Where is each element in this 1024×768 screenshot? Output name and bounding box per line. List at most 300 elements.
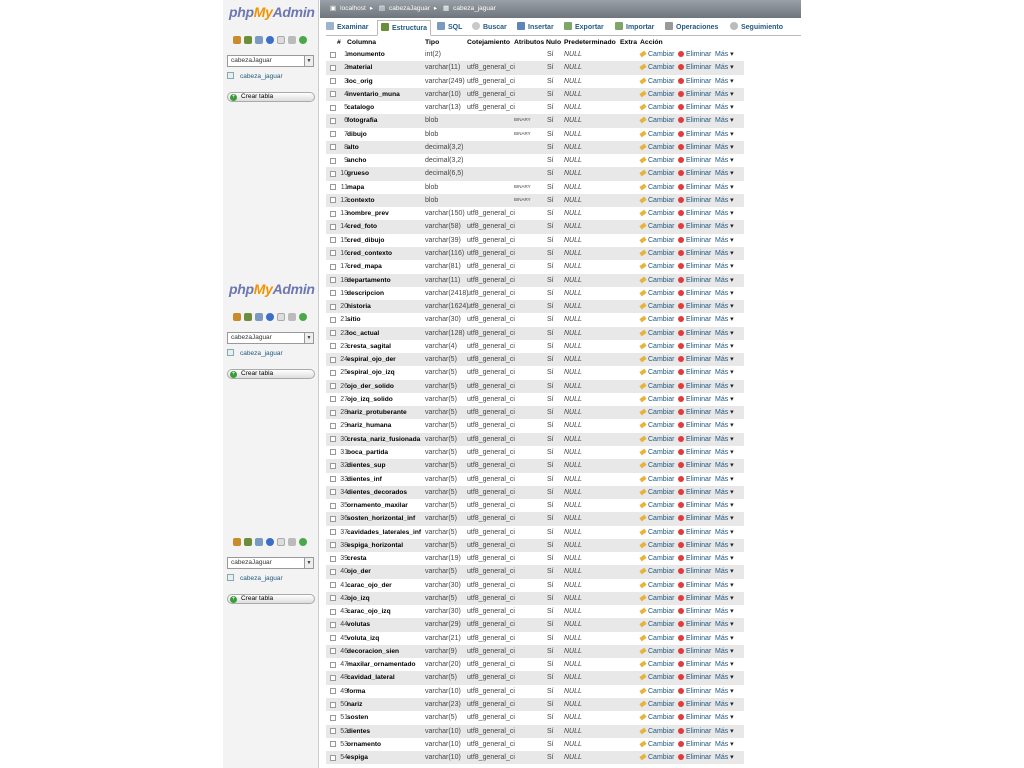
- more-button[interactable]: Más ▾: [715, 568, 734, 575]
- drop-button[interactable]: Eliminar: [678, 476, 711, 483]
- column-collation: utf8_general_ci: [467, 661, 515, 669]
- table-row[interactable]: [326, 565, 744, 578]
- tab-bar: [326, 20, 801, 36]
- drop-button[interactable]: Eliminar: [678, 157, 711, 164]
- change-button[interactable]: Cambiar: [640, 621, 674, 628]
- more-button[interactable]: Más ▾: [715, 515, 734, 522]
- table-row[interactable]: [326, 499, 744, 512]
- change-button[interactable]: Cambiar: [640, 263, 674, 270]
- table-link[interactable]: cabeza_jaguar: [227, 349, 283, 357]
- table-row[interactable]: [326, 446, 744, 459]
- change-button[interactable]: Cambiar: [640, 462, 674, 469]
- change-button[interactable]: Cambiar: [640, 316, 674, 323]
- change-button[interactable]: Cambiar: [640, 290, 674, 297]
- column-default: NULL: [564, 77, 582, 85]
- home-icon[interactable]: [233, 313, 241, 321]
- table-row[interactable]: [326, 340, 744, 353]
- change-button[interactable]: Cambiar: [640, 396, 674, 403]
- change-button[interactable]: Cambiar: [640, 701, 674, 708]
- drop-button[interactable]: Eliminar: [678, 621, 711, 628]
- table-row[interactable]: [326, 738, 744, 751]
- more-button[interactable]: Más ▾: [715, 303, 734, 310]
- change-button[interactable]: Cambiar: [640, 476, 674, 483]
- database-select[interactable]: cabezaJaguar ▼: [227, 55, 314, 67]
- reload-icon[interactable]: [299, 538, 307, 546]
- database-icon[interactable]: [244, 36, 252, 44]
- table-row[interactable]: [326, 486, 744, 499]
- more-button[interactable]: Más ▾: [715, 343, 734, 350]
- column-null: Sí: [547, 170, 554, 178]
- table-row[interactable]: [326, 181, 744, 194]
- tab-sql[interactable]: SQL: [437, 20, 462, 36]
- change-button[interactable]: Cambiar: [640, 78, 674, 85]
- database-icon[interactable]: [244, 313, 252, 321]
- table-row[interactable]: [326, 194, 744, 207]
- drop-button[interactable]: Eliminar: [678, 263, 711, 270]
- table-row[interactable]: [326, 658, 744, 671]
- more-button[interactable]: Más ▾: [715, 369, 734, 376]
- create-table-button[interactable]: + Crear tabla: [227, 369, 315, 379]
- change-button[interactable]: Cambiar: [640, 144, 674, 151]
- column-default: NULL: [564, 289, 582, 297]
- more-button[interactable]: Más ▾: [715, 635, 734, 642]
- tab-importar[interactable]: Importar: [615, 20, 654, 36]
- change-button[interactable]: Cambiar: [640, 582, 674, 589]
- column-collation: utf8_general_ci: [467, 90, 515, 98]
- more-button[interactable]: Más ▾: [715, 91, 734, 98]
- column-default: NULL: [564, 714, 582, 722]
- database-select[interactable]: cabezaJaguar ▼: [227, 332, 314, 344]
- table-row[interactable]: [326, 260, 744, 273]
- change-button[interactable]: Cambiar: [640, 568, 674, 575]
- more-button[interactable]: Más ▾: [715, 396, 734, 403]
- plus-icon: +: [231, 371, 236, 377]
- change-button[interactable]: Cambiar: [640, 250, 674, 257]
- more-button[interactable]: Más ▾: [715, 489, 734, 496]
- breadcrumb-table[interactable]: cabeza_jaguar: [453, 5, 496, 12]
- more-button[interactable]: Más ▾: [715, 436, 734, 443]
- drop-button[interactable]: Eliminar: [678, 661, 711, 668]
- breadcrumb-server[interactable]: localhost: [340, 5, 366, 12]
- header-column[interactable]: Columna: [347, 39, 377, 46]
- settings-icon[interactable]: [288, 313, 296, 321]
- column-default: NULL: [564, 754, 582, 762]
- database-icon[interactable]: [244, 538, 252, 546]
- change-button[interactable]: Cambiar: [640, 661, 674, 668]
- column-default: NULL: [564, 422, 582, 430]
- docs-icon[interactable]: [277, 538, 285, 546]
- table-row[interactable]: [326, 75, 744, 88]
- change-button[interactable]: Cambiar: [640, 595, 674, 602]
- table-row[interactable]: [326, 711, 744, 724]
- table-row[interactable]: [326, 698, 744, 711]
- change-button[interactable]: Cambiar: [640, 369, 674, 376]
- drop-button[interactable]: Eliminar: [678, 316, 711, 323]
- more-button[interactable]: Más ▾: [715, 316, 734, 323]
- more-button[interactable]: Más ▾: [715, 383, 734, 390]
- more-button[interactable]: Más ▾: [715, 104, 734, 111]
- more-button[interactable]: Más ▾: [715, 144, 734, 151]
- table-row[interactable]: [326, 114, 744, 127]
- drop-button[interactable]: Eliminar: [678, 582, 711, 589]
- table-row[interactable]: [326, 167, 744, 180]
- row-number: 40: [340, 568, 348, 576]
- header-attributes[interactable]: Atributos: [514, 39, 545, 46]
- drop-button[interactable]: Eliminar: [678, 542, 711, 549]
- more-button[interactable]: Más ▾: [715, 277, 734, 284]
- tab-seguimiento[interactable]: Seguimiento: [730, 20, 783, 36]
- more-button[interactable]: Más ▾: [715, 117, 734, 124]
- change-button[interactable]: Cambiar: [640, 210, 674, 217]
- drop-button[interactable]: Eliminar: [678, 741, 711, 748]
- change-button[interactable]: Cambiar: [640, 383, 674, 390]
- header-null[interactable]: Nulo: [546, 39, 562, 46]
- drop-button[interactable]: Eliminar: [678, 515, 711, 522]
- tab-exportar[interactable]: Exportar: [564, 20, 604, 36]
- more-button[interactable]: Más ▾: [715, 582, 734, 589]
- more-button[interactable]: Más ▾: [715, 356, 734, 363]
- more-button[interactable]: Más ▾: [715, 263, 734, 270]
- more-button[interactable]: Más ▾: [715, 422, 734, 429]
- table-row[interactable]: [326, 207, 744, 220]
- reload-icon[interactable]: [299, 36, 307, 44]
- table-row[interactable]: [326, 526, 744, 539]
- drop-button[interactable]: Eliminar: [678, 436, 711, 443]
- drop-button[interactable]: Eliminar: [678, 489, 711, 496]
- more-button[interactable]: Más ▾: [715, 476, 734, 483]
- change-button[interactable]: Cambiar: [640, 277, 674, 284]
- more-button[interactable]: Más ▾: [715, 595, 734, 602]
- drop-button[interactable]: Eliminar: [678, 303, 711, 310]
- more-button[interactable]: Más ▾: [715, 409, 734, 416]
- table-row[interactable]: [326, 592, 744, 605]
- drop-button[interactable]: Eliminar: [678, 197, 711, 204]
- settings-icon[interactable]: [288, 538, 296, 546]
- more-button[interactable]: Más ▾: [715, 754, 734, 761]
- change-button[interactable]: Cambiar: [640, 330, 674, 337]
- column-collation: utf8_general_ci: [467, 462, 515, 470]
- change-button[interactable]: Cambiar: [640, 608, 674, 615]
- table-row[interactable]: [326, 128, 744, 141]
- drop-button[interactable]: Eliminar: [678, 529, 711, 536]
- more-button[interactable]: Más ▾: [715, 223, 734, 230]
- drop-button[interactable]: Eliminar: [678, 277, 711, 284]
- table-row[interactable]: [326, 579, 744, 592]
- more-button[interactable]: Más ▾: [715, 701, 734, 708]
- column-name: sosten_horizontal_inf: [347, 515, 416, 523]
- column-default: NULL: [564, 104, 582, 112]
- column-name: fotografia: [347, 117, 378, 125]
- change-button[interactable]: Cambiar: [640, 104, 674, 111]
- column-null: Sí: [547, 422, 554, 430]
- column-name: nariz_humana: [347, 422, 392, 430]
- change-button[interactable]: Cambiar: [640, 409, 674, 416]
- table-row[interactable]: [326, 645, 744, 658]
- drop-button[interactable]: Eliminar: [678, 754, 711, 761]
- drop-button[interactable]: Eliminar: [678, 170, 711, 177]
- drop-button[interactable]: Eliminar: [678, 688, 711, 695]
- tab-insertar[interactable]: Insertar: [517, 20, 554, 36]
- header-num[interactable]: #: [337, 39, 341, 46]
- drop-button[interactable]: Eliminar: [678, 369, 711, 376]
- change-button[interactable]: Cambiar: [640, 117, 674, 124]
- table-row[interactable]: [326, 725, 744, 738]
- more-button[interactable]: Más ▾: [715, 502, 734, 509]
- more-button[interactable]: Más ▾: [715, 648, 734, 655]
- table-link[interactable]: cabeza_jaguar: [227, 574, 283, 582]
- docs-icon[interactable]: [277, 313, 285, 321]
- tab-operaciones[interactable]: Operaciones: [665, 20, 718, 36]
- column-name: ancho: [347, 157, 367, 165]
- column-name: inventario_muna: [347, 90, 400, 98]
- sql-icon[interactable]: [255, 36, 263, 44]
- drop-button[interactable]: Eliminar: [678, 356, 711, 363]
- home-icon[interactable]: [233, 538, 241, 546]
- change-button[interactable]: Cambiar: [640, 648, 674, 655]
- more-button[interactable]: Más ▾: [715, 210, 734, 217]
- drop-button[interactable]: Eliminar: [678, 51, 711, 58]
- table-row[interactable]: [326, 380, 744, 393]
- change-button[interactable]: Cambiar: [640, 91, 674, 98]
- drop-button[interactable]: Eliminar: [678, 91, 711, 98]
- drop-button[interactable]: Eliminar: [678, 250, 711, 257]
- drop-button[interactable]: Eliminar: [678, 595, 711, 602]
- change-button[interactable]: Cambiar: [640, 555, 674, 562]
- more-button[interactable]: Más ▾: [715, 290, 734, 297]
- drop-button[interactable]: Eliminar: [678, 144, 711, 151]
- drop-button[interactable]: Eliminar: [678, 462, 711, 469]
- drop-button[interactable]: Eliminar: [678, 131, 711, 138]
- table-row[interactable]: [326, 353, 744, 366]
- row-number: 31: [340, 448, 348, 456]
- more-button[interactable]: Más ▾: [715, 728, 734, 735]
- create-table-button[interactable]: + Crear tabla: [227, 92, 315, 102]
- table-row[interactable]: [326, 220, 744, 233]
- create-table-button[interactable]: + Crear tabla: [227, 594, 315, 604]
- drop-button[interactable]: Eliminar: [678, 330, 711, 337]
- table-row[interactable]: [326, 88, 744, 101]
- drop-button[interactable]: Eliminar: [678, 343, 711, 350]
- drop-button[interactable]: Eliminar: [678, 64, 711, 71]
- change-button[interactable]: Cambiar: [640, 529, 674, 536]
- table-row[interactable]: [326, 247, 744, 260]
- column-default: NULL: [564, 303, 582, 311]
- change-button[interactable]: Cambiar: [640, 515, 674, 522]
- table-row[interactable]: [326, 48, 744, 61]
- database-select[interactable]: cabezaJaguar ▼: [227, 557, 314, 569]
- change-button[interactable]: Cambiar: [640, 754, 674, 761]
- change-button[interactable]: Cambiar: [640, 343, 674, 350]
- drop-button[interactable]: Eliminar: [678, 210, 711, 217]
- drop-button[interactable]: Eliminar: [678, 701, 711, 708]
- more-button[interactable]: Más ▾: [715, 462, 734, 469]
- breadcrumb-database[interactable]: cabezaJaguar: [389, 5, 430, 12]
- drop-button[interactable]: Eliminar: [678, 237, 711, 244]
- change-button[interactable]: Cambiar: [640, 197, 674, 204]
- table-row[interactable]: [326, 141, 744, 154]
- drop-button[interactable]: Eliminar: [678, 290, 711, 297]
- change-button[interactable]: Cambiar: [640, 714, 674, 721]
- table-row[interactable]: [326, 154, 744, 167]
- change-button[interactable]: Cambiar: [640, 356, 674, 363]
- change-button[interactable]: Cambiar: [640, 449, 674, 456]
- tab-estructura[interactable]: Estructura: [377, 20, 431, 36]
- drop-button[interactable]: Eliminar: [678, 674, 711, 681]
- table-row[interactable]: [326, 327, 744, 340]
- table-row[interactable]: [326, 618, 744, 631]
- more-button[interactable]: Más ▾: [715, 131, 734, 138]
- drop-button[interactable]: Eliminar: [678, 648, 711, 655]
- table-row[interactable]: [326, 61, 744, 74]
- more-button[interactable]: Más ▾: [715, 330, 734, 337]
- change-button[interactable]: Cambiar: [640, 170, 674, 177]
- drop-button[interactable]: Eliminar: [678, 635, 711, 642]
- change-button[interactable]: Cambiar: [640, 635, 674, 642]
- more-button[interactable]: Más ▾: [715, 157, 734, 164]
- more-button[interactable]: Más ▾: [715, 661, 734, 668]
- row-number: 14: [340, 223, 348, 231]
- table-row[interactable]: [326, 433, 744, 446]
- more-button[interactable]: Más ▾: [715, 741, 734, 748]
- change-button[interactable]: Cambiar: [640, 223, 674, 230]
- drop-button[interactable]: Eliminar: [678, 555, 711, 562]
- drop-button[interactable]: Eliminar: [678, 184, 711, 191]
- more-button[interactable]: Más ▾: [715, 542, 734, 549]
- more-button[interactable]: Más ▾: [715, 78, 734, 85]
- change-button[interactable]: Cambiar: [640, 741, 674, 748]
- more-button[interactable]: Más ▾: [715, 608, 734, 615]
- more-button[interactable]: Más ▾: [715, 449, 734, 456]
- table-row[interactable]: [326, 406, 744, 419]
- more-button[interactable]: Más ▾: [715, 237, 734, 244]
- drop-button[interactable]: Eliminar: [678, 78, 711, 85]
- table-row[interactable]: [326, 234, 744, 247]
- header-default[interactable]: Predeterminado: [564, 39, 616, 46]
- change-button[interactable]: Cambiar: [640, 688, 674, 695]
- more-button[interactable]: Más ▾: [715, 51, 734, 58]
- tab-buscar[interactable]: Buscar: [472, 20, 507, 36]
- drop-button[interactable]: Eliminar: [678, 383, 711, 390]
- tab-examinar[interactable]: Examinar: [326, 20, 369, 36]
- table-row[interactable]: [326, 393, 744, 406]
- more-button[interactable]: Más ▾: [715, 621, 734, 628]
- change-button[interactable]: Cambiar: [640, 728, 674, 735]
- more-button[interactable]: Más ▾: [715, 170, 734, 177]
- help-icon[interactable]: [266, 538, 274, 546]
- help-icon[interactable]: [266, 313, 274, 321]
- change-button[interactable]: Cambiar: [640, 502, 674, 509]
- change-button[interactable]: Cambiar: [640, 237, 674, 244]
- reload-icon[interactable]: [299, 313, 307, 321]
- sql-icon[interactable]: [255, 313, 263, 321]
- change-button[interactable]: Cambiar: [640, 542, 674, 549]
- change-button[interactable]: Cambiar: [640, 303, 674, 310]
- more-button[interactable]: Más ▾: [715, 250, 734, 257]
- drop-button[interactable]: Eliminar: [678, 608, 711, 615]
- header-type[interactable]: Tipo: [425, 39, 440, 46]
- table-row[interactable]: [326, 287, 744, 300]
- table-row[interactable]: [326, 274, 744, 287]
- change-button[interactable]: Cambiar: [640, 131, 674, 138]
- table-row[interactable]: [326, 751, 744, 764]
- table-row[interactable]: [326, 671, 744, 684]
- column-type: varchar(5): [425, 594, 457, 602]
- change-button[interactable]: Cambiar: [640, 489, 674, 496]
- drop-button[interactable]: Eliminar: [678, 396, 711, 403]
- drop-button[interactable]: Eliminar: [678, 409, 711, 416]
- more-button[interactable]: Más ▾: [715, 64, 734, 71]
- table-row[interactable]: [326, 419, 744, 432]
- column-type: varchar(5): [425, 356, 457, 364]
- table-row[interactable]: [326, 101, 744, 114]
- settings-icon[interactable]: [288, 36, 296, 44]
- header-extra[interactable]: Extra: [620, 39, 638, 46]
- more-button[interactable]: Más ▾: [715, 555, 734, 562]
- more-button[interactable]: Más ▾: [715, 714, 734, 721]
- table-row[interactable]: [326, 473, 744, 486]
- drop-button[interactable]: Eliminar: [678, 117, 711, 124]
- more-button[interactable]: Más ▾: [715, 674, 734, 681]
- phpmyadmin-logo[interactable]: phpMyAdmin: [229, 4, 315, 20]
- column-default: NULL: [564, 249, 582, 257]
- header-collation[interactable]: Cotejamiento: [467, 39, 511, 46]
- table-row[interactable]: [326, 685, 744, 698]
- change-button[interactable]: Cambiar: [640, 436, 674, 443]
- drop-button[interactable]: Eliminar: [678, 449, 711, 456]
- help-icon[interactable]: [266, 36, 274, 44]
- table-row[interactable]: [326, 300, 744, 313]
- drop-button[interactable]: Eliminar: [678, 422, 711, 429]
- table-row[interactable]: [326, 539, 744, 552]
- table-row[interactable]: [326, 512, 744, 525]
- table-row[interactable]: [326, 459, 744, 472]
- column-collation: utf8_general_ci: [467, 422, 515, 430]
- drop-button[interactable]: Eliminar: [678, 714, 711, 721]
- drop-button[interactable]: Eliminar: [678, 104, 711, 111]
- column-collation: utf8_general_ci: [467, 714, 515, 722]
- change-button[interactable]: Cambiar: [640, 64, 674, 71]
- more-button[interactable]: Más ▾: [715, 197, 734, 204]
- more-button[interactable]: Más ▾: [715, 688, 734, 695]
- row-number: 36: [340, 515, 348, 523]
- drop-button[interactable]: Eliminar: [678, 728, 711, 735]
- drop-button[interactable]: Eliminar: [678, 502, 711, 509]
- column-name: dientes_sup: [347, 462, 386, 470]
- table-row[interactable]: [326, 366, 744, 379]
- change-button[interactable]: Cambiar: [640, 157, 674, 164]
- docs-icon[interactable]: [277, 36, 285, 44]
- table-row[interactable]: [326, 552, 744, 565]
- home-icon[interactable]: [233, 36, 241, 44]
- drop-button[interactable]: Eliminar: [678, 223, 711, 230]
- change-button[interactable]: Cambiar: [640, 422, 674, 429]
- more-button[interactable]: Más ▾: [715, 529, 734, 536]
- table-header: [326, 38, 744, 48]
- table-row[interactable]: [326, 313, 744, 326]
- column-collation: utf8_general_ci: [467, 395, 515, 403]
- column-type: varchar(30): [425, 608, 461, 616]
- table-row[interactable]: [326, 632, 744, 645]
- change-button[interactable]: Cambiar: [640, 51, 674, 58]
- change-button[interactable]: Cambiar: [640, 184, 674, 191]
- table-link[interactable]: cabeza_jaguar: [227, 72, 283, 80]
- phpmyadmin-logo[interactable]: phpMyAdmin: [229, 281, 315, 297]
- sql-icon[interactable]: [255, 538, 263, 546]
- more-button[interactable]: Más ▾: [715, 184, 734, 191]
- change-button[interactable]: Cambiar: [640, 674, 674, 681]
- table-row[interactable]: [326, 605, 744, 618]
- drop-button[interactable]: Eliminar: [678, 568, 711, 575]
